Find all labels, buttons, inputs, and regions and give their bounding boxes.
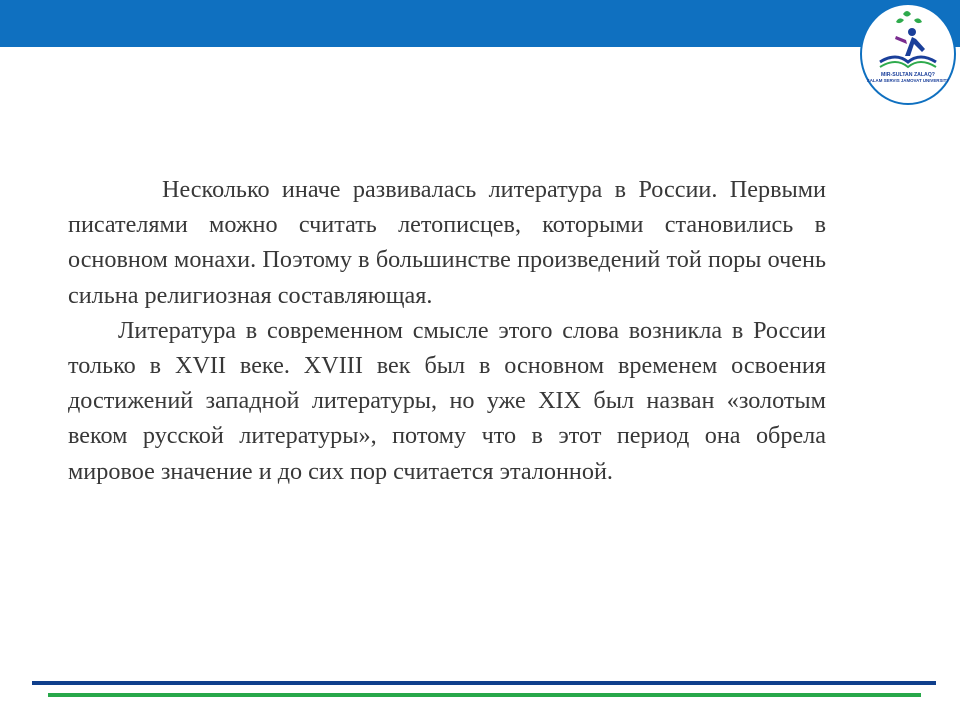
paragraph-2: Литература в современном смысле этого слова возникла в России только в XVII веке. XVIII век был в основном временем освоения достижений западной литературы, но уже XIX был назван «золотым веком русской литературы», потому что в этот период она обрела мировое значение и до сих пор считается эталонной. xyxy=(68,316,826,485)
main-text-block xyxy=(68,172,826,489)
header-bar xyxy=(0,0,960,47)
footer-line-green xyxy=(48,693,921,697)
footer-line-blue xyxy=(32,681,936,685)
logo-text-line-2: SALAM SERVIS JAMOVAT UNIVERSITY xyxy=(866,78,950,83)
logo-text-line-1: MIR-SULTAN ZALAQ? xyxy=(881,72,935,78)
university-logo-icon xyxy=(858,2,958,106)
university-logo xyxy=(858,2,958,106)
paragraph-1: Несколько иначе развивалась литература в России. Первыми писателями можно считать летописцев, которыми становились в основном монахи. Поэтому в большинстве произведений той поры очень сильна религиозная составляющая. xyxy=(68,176,826,309)
